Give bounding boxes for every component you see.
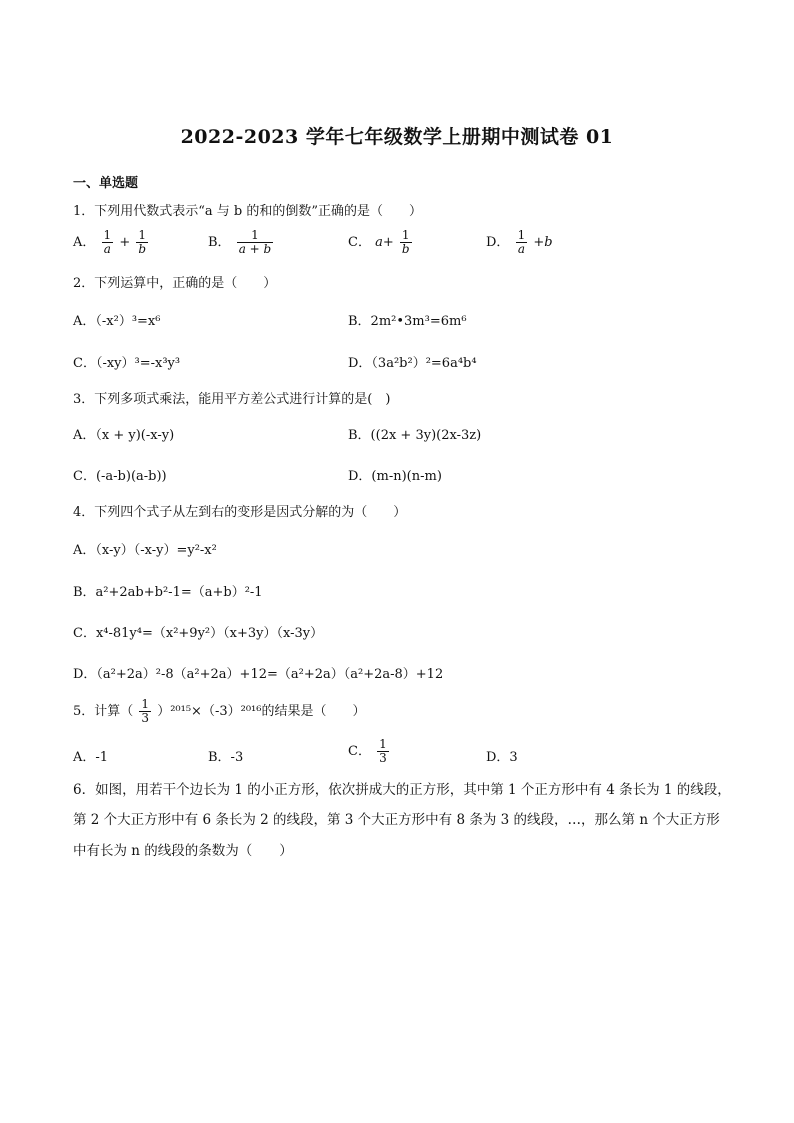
- q5-option-d[interactable]: D．3: [486, 750, 518, 765]
- question-2-stem: 2．下列运算中，正确的是（ ）: [73, 276, 277, 291]
- question-3-stem: 3．下列多项式乘法，能用平方差公式进行计算的是( ): [73, 392, 391, 407]
- fraction: $\frac{1}{3}$: [379, 737, 387, 766]
- fraction: $\frac{1}{b}$: [138, 228, 147, 257]
- q4-option-b[interactable]: B．a²+2ab+b²-1=（a+b）²-1: [73, 585, 263, 600]
- q2-option-c[interactable]: C．（-xy）³=-x³y³: [73, 356, 181, 371]
- option-label: D．: [486, 235, 510, 251]
- option-text: a+: [375, 235, 394, 251]
- q3-option-a[interactable]: A．（x + y)(-x-y): [73, 428, 175, 443]
- question-6-line-2: 第 2 个大正方形中有 6 条长为 2 的线段，第 3 个大正方形中有 8 条为 3 的线段，…，那么第 n 个大正方形: [73, 812, 720, 828]
- q1-option-c[interactable]: [348, 229, 414, 256]
- fraction: $\frac{1}{a}$: [103, 228, 112, 257]
- fraction: $\frac{1}{3}$: [141, 697, 150, 726]
- stem-text: 5．计算（: [73, 704, 134, 720]
- section-heading: 一、单选题: [73, 176, 139, 191]
- question-4-stem: 4．下列四个式子从左到右的变形是因式分解的为（ ）: [73, 505, 407, 520]
- fraction: $\frac{1}{a + b}$: [238, 228, 272, 257]
- question-6-line-1: 6．如图，用若干个边长为 1 的小正方形，依次拼成大的正方形，其中第 1 个正方形中有 4 条长为 1 的线段，: [73, 782, 731, 798]
- q2-option-d[interactable]: D．（3a²b²）²=6a⁴b⁴: [348, 356, 477, 371]
- q1-option-b[interactable]: [208, 229, 275, 256]
- q4-option-c[interactable]: C．x⁴-81y⁴=（x²+9y²）（x+3y）（x-3y）: [73, 626, 324, 641]
- question-1-stem: 1．下列用代数式表示“a 与 b 的和的倒数”正确的是（ ）: [73, 204, 423, 219]
- q1-option-a[interactable]: [73, 229, 150, 256]
- q5-option-a[interactable]: A．-1: [73, 750, 109, 765]
- option-label: C．: [348, 744, 371, 760]
- question-5-stem: [73, 698, 365, 725]
- q3-option-d[interactable]: D．(m-n)(n-m): [348, 469, 442, 484]
- fraction: $\frac{1}{b}$: [401, 228, 410, 257]
- q3-option-c[interactable]: C．(-a-b)(a-b)): [73, 469, 167, 484]
- option-label: B．: [208, 235, 231, 251]
- q1-option-d[interactable]: [486, 229, 553, 256]
- q5-option-b[interactable]: B．-3: [208, 750, 244, 765]
- page-title: 2022-2023 学年七年级数学上册期中测试卷 01: [180, 126, 614, 148]
- stem-text: ）²⁰¹⁵×（-3）²⁰¹⁶的结果是（ ）: [157, 704, 366, 720]
- option-label: C．: [348, 235, 371, 251]
- plus-sign: +: [119, 235, 131, 251]
- q4-option-a[interactable]: A．（x-y）（-x-y）=y²-x²: [73, 543, 217, 558]
- q4-option-d[interactable]: D．（a²+2a）²-8（a²+2a）+12=（a²+2a）（a²+2a-8）+12: [73, 667, 444, 682]
- option-text: +b: [533, 235, 553, 251]
- q2-option-a[interactable]: A．（-x²）³=x⁶: [73, 314, 161, 329]
- q2-option-b[interactable]: B．2m²•3m³=6m⁶: [348, 314, 467, 329]
- fraction: $\frac{1}{a}$: [517, 228, 526, 257]
- q3-option-b[interactable]: B．((2x + 3y)(2x-3z): [348, 428, 482, 443]
- option-label: A．: [73, 235, 96, 251]
- q5-option-c[interactable]: [348, 738, 391, 765]
- question-6-line-3: 中有长为 n 的线段的条数为（ ）: [73, 843, 293, 859]
